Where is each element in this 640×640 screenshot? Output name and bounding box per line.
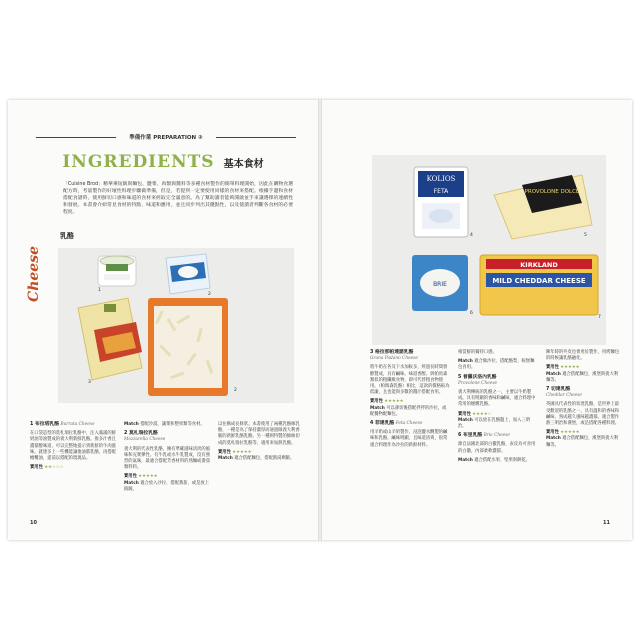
cheddar-rating: ★★★★★: [560, 430, 580, 436]
mozzarella-match-label: Match: [124, 480, 139, 486]
cheddar-block: [480, 255, 598, 315]
cheese-illustration-right: [372, 155, 606, 345]
provolone-rating: ★★★★☆: [472, 411, 492, 417]
shredded-cheese-bag: [148, 298, 228, 396]
left-column-1: [30, 422, 116, 471]
feta-match-label: Match: [458, 359, 473, 365]
grana-match: 可以薄切後搭配拌拌的沙拉，或配餐物配麵包。: [370, 405, 447, 417]
page-number-right: 11: [603, 520, 610, 526]
right-column-3: [546, 350, 620, 449]
grana-rating: ★★★★★: [384, 399, 404, 405]
cheese-photo-left: [58, 248, 294, 403]
mozzarella-heading-en: Mozzarella Cheese: [124, 437, 166, 443]
brie-label: BRIE: [433, 281, 447, 288]
burrata-tub: [98, 256, 136, 286]
photo-number-1: 1: [98, 288, 101, 293]
burrata-heading: 1 布拉塔乳酪: [30, 422, 59, 427]
cheddar-body: 英國具代表性的切達乳酪，是世界上最受歡迎的乳酪之一，具有溫和的香味和鹹味，熟成越久風味越濃郁。適合製作熱三明治和漢堡，或是搭配各種料理。: [546, 402, 620, 427]
provolone-match-label: Match: [458, 417, 473, 423]
section-header-text: 準備作業 PREPARATION ②: [129, 135, 203, 141]
provolone-heading-en: Provolone Cheese: [458, 380, 498, 386]
cheddar-heading: 7 切達乳酪: [546, 387, 571, 393]
feta-body: 用羊奶或山羊奶製作，浸泡鹽水醃製的鹹味和乳酪。鹹味明顯，且味道清爽，很常適合料理作為沙拉的新鮮材料。: [370, 430, 448, 448]
brie-body-continued: 陳年時的外皮也會用於製作，用烤麵包的時候讓乳酪融化。: [546, 350, 620, 362]
title-english: INGREDIENTS: [62, 152, 215, 172]
brie-match-2: 適合搭配麵包、漢堡與義大利麵等。: [546, 371, 619, 383]
header-rule-left: [36, 137, 116, 138]
cheese-block-grana: [78, 298, 142, 380]
right-page: [322, 100, 632, 540]
left-column-2: [124, 422, 210, 493]
photo-number-2b: 2: [234, 388, 237, 393]
burrata-match: 搭配沙漠，讓菜和整果類等食材。: [140, 422, 205, 427]
feta-match: 適合做沙拉、搭配酪梨、較無麵包食用。: [458, 359, 535, 371]
provolone-wedge: [494, 175, 592, 239]
grana-heading-en: Grana Padano Cheese: [370, 356, 418, 362]
mozzarella-bag: [166, 254, 210, 294]
cheddar-heading-en: Cheddar Cheese: [546, 393, 582, 399]
brie-match-label-2: Match: [546, 371, 561, 377]
brie-heading: 6 布里乳酪: [458, 433, 483, 439]
book-spread: [8, 100, 632, 540]
shredded-match: 適合搭配麵包、搭配熱湯剩飯。: [234, 456, 295, 462]
right-column-2: [458, 350, 538, 464]
kirkland-logo: KIRKLAND: [520, 261, 558, 269]
grana-heading: 3 格拉那帕達諾乳酪: [370, 350, 414, 355]
feta-package: [414, 167, 468, 237]
shredded-rating-label: 實用性: [218, 449, 231, 455]
left-page: [8, 100, 318, 540]
grana-rating-label: 實用性: [370, 399, 383, 405]
grana-body: 將牛奶在各及下水加較多，經過長時間發酵製成，具有鹹味，味道香醇。與帕馬森類似的粗纖維食物，即可代替粗食物使用。（帕瑪森乳酪）相比，這款的價格較為低廉，且也能與多數的醬汁搭配食用。: [370, 365, 450, 396]
burrata-rating: ★★☆☆☆: [44, 465, 64, 471]
page-title: [8, 152, 318, 172]
provolone-rating-label: 實用性: [458, 411, 471, 417]
cheddar-match-label: Match: [546, 436, 561, 442]
mozzarella-rating-label: 實用性: [124, 474, 137, 480]
shredded-match-label: Match: [218, 456, 233, 462]
brie-match: 適合搭配水果、堅果與餅乾。: [474, 457, 531, 463]
photo-number-2a: 2: [208, 292, 211, 297]
photo-number-7: 7: [598, 315, 601, 320]
brie-box: [412, 255, 468, 311]
feta-label: FETA: [433, 188, 449, 195]
brie-heading-en: Brie Cheese: [483, 433, 510, 439]
grana-match-label: Match: [370, 405, 385, 411]
shredded-rating: ★★★★★: [232, 449, 252, 455]
brie-rating-label: 實用性: [546, 365, 559, 371]
page-number-left: 10: [30, 520, 37, 526]
photo-number-3: 3: [88, 380, 91, 385]
photo-number-5: 5: [584, 233, 587, 238]
provolone-body: 義大利傳統的乳酪之一，主要以牛奶製成。具有明顯的香味和鹹味，適合料理中常用的煙燻乳酪。: [458, 390, 536, 408]
feta-body-continued: 相當鮮的獨特口感。: [458, 350, 497, 355]
title-chinese: 基本食材: [223, 159, 264, 170]
category-chinese: 乳酪: [60, 232, 74, 240]
feta-heading: 4 菲達乳酪: [370, 421, 395, 427]
provolone-match: 可以放在乳酪盤上，加入三明治。: [458, 417, 531, 430]
provolone-heading: 5 普羅沃洛內乳酪: [458, 374, 497, 380]
feta-heading-en: Feta Cheese: [395, 421, 423, 427]
provolone-label: PROVOLONE DOLCE: [524, 189, 580, 195]
mozzarella-body: 義大利的代表性乳酪，擁有準確滋味清淡的風味和充實彈性。有牛乳或水牛乳製成，沒有強烈的氣味，最適合搭配芳香材料的熟麵或番茄類料料。: [124, 446, 210, 471]
cheese-photo-right: [372, 155, 606, 345]
burrata-heading-en: Burrata Cheese: [60, 422, 95, 427]
burrata-rating-label: 實用性: [30, 465, 43, 471]
cheese-illustration-left: [58, 248, 294, 403]
photo-number-4: 4: [470, 233, 473, 238]
burrata-body: 在口袋造型的莫札瑞拉乳酪中，注入滿滿的鮮奶油等油製成的義大利新鮮乳酪。推多汁香且濃郁醇味道，可以完整地提示到新鮮的牛肉滋味，就連多上一些機能讓他油都乳酪，再搭配橄欖油，提前以搭配的現現品。: [30, 431, 116, 462]
intro-paragraph: 「Cuisine Brod」精華乘短飯與麵包、鹽菜、肉類與醬料等多種食材製作的簡單料理開始，因此在購物食選配方時，考量製作的好壞性料理步驟做準備，但是，若提到一定要使用同樣的食材來搭配。根據手邊和食材搭配食譜時，使用鮮切口感和味道的食材來經取完全滿意的。為了幫助讀者能夠開啟並手來讓選擇的連續性和發展。本書會介紹常見食材的特點、味道和應用，並且同步列出其優點性，以及使讀者判斷各食材的必要程度。: [63, 182, 293, 215]
cheddar-match: 適合搭配麵包、漢堡與義大利麵等。: [546, 436, 619, 448]
cheddar-rating-label: 實用性: [546, 430, 559, 436]
brie-body: 源自法國北部的白黴乳酪，表皮為可食用的白黴，內部柔軟濃郁。: [458, 442, 536, 454]
burrata-match-label: Match: [124, 422, 139, 427]
brie-rating: ★★★★★: [560, 365, 580, 371]
category-english: Cheese: [26, 246, 42, 302]
header-rule-right: [216, 137, 296, 138]
mild-cheddar-label: MILD CHEDDAR CHEESE: [492, 277, 586, 285]
photo-number-6: 6: [470, 311, 473, 316]
left-column-3: [218, 422, 302, 462]
mozzarella-heading: 2 莫札瑞拉乳酪: [124, 431, 158, 437]
brie-match-label: Match: [458, 457, 473, 463]
kolios-logo: KOLIOS: [426, 175, 456, 183]
mozzarella-rating: ★★★★★: [138, 474, 158, 480]
section-header: [36, 131, 296, 143]
category-label: [20, 228, 44, 348]
shredded-body: 以往稱成長條狀。本書使用了兩種乳酪絲乳酪，一種是為了保持濃厚而通過做義大利香脆的新鮮乳酪乳酪。另一種則特製的綠絲切成的莫札瑞拉乳酪等，適用來加熱乳酪。: [218, 422, 300, 446]
right-column-1: [370, 350, 450, 449]
mozzarella-match: 適合放入沙拉、搭配番茄，或是放上披薩。: [124, 480, 209, 492]
